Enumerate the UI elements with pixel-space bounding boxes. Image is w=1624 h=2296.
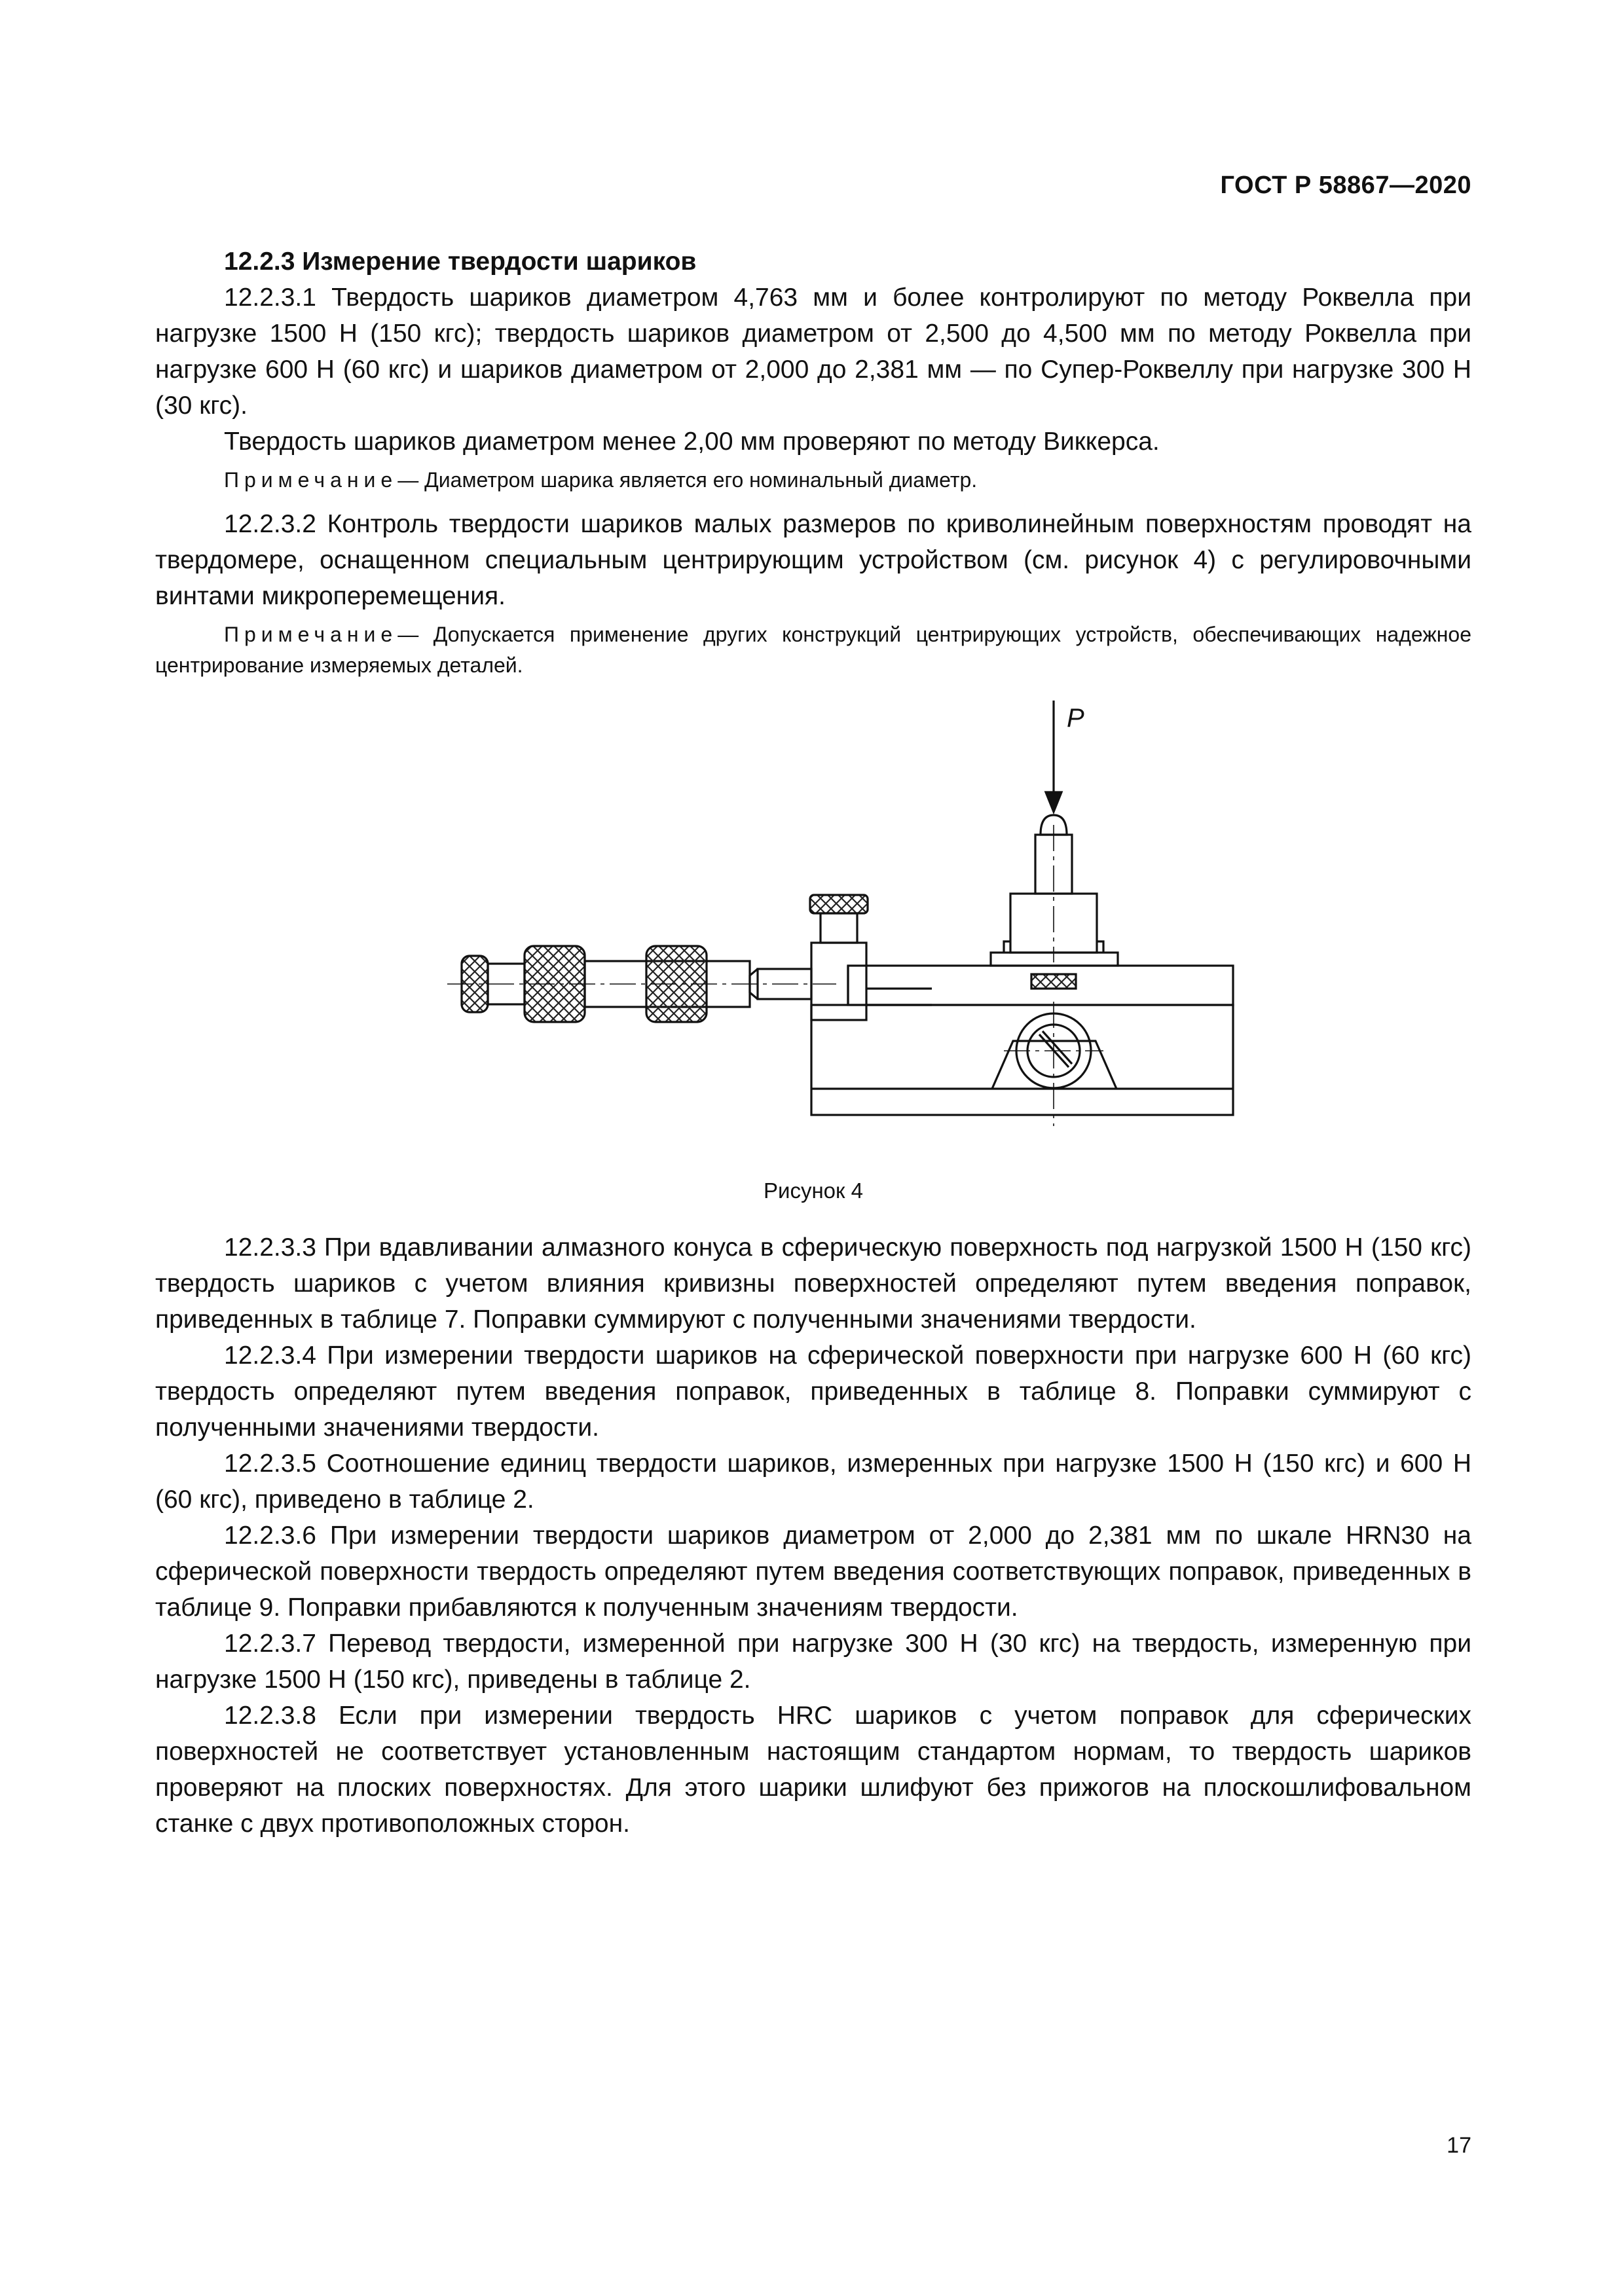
paragraph-12-2-3-3: 12.2.3.3 При вдавливании алмазного конуса в сферическую поверхность под нагрузкой 1500 Н (150 кгс) твердость шариков с учетом влияния кривизны поверхностей определяют путем введения поправок, приведенных в таблице 7. Поправки суммируют с полученными значениями твердости.: [155, 1233, 1471, 1334]
paragraph-vickers: Твердость шариков диаметром менее 2,00 мм проверяют по методу Виккерса.: [224, 428, 1160, 456]
figure-caption: Рисунок 4: [764, 1178, 863, 1203]
note-2: [155, 619, 1471, 681]
paragraph-12-2-3-6: 12.2.3.6 При измерении твердости шариков диаметром от 2,000 до 2,381 мм по шкале HRN30 на сферической поверхности твердость определяют путем введения соответствующих поправок, приведенных в таблице 9. Поправки прибавляются к полученным значениям твердости.: [155, 1522, 1471, 1622]
paragraph-12-2-3-5: 12.2.3.5 Соотношение единиц твердости шариков, измеренных при нагрузке 1500 Н (150 кгс) и 600 Н (60 кгс), приведено в таблице 2.: [155, 1449, 1471, 1514]
note-text: — Допускается применение других конструкций центрирующих устройств, обеспечивающих надежное центрирование измеряемых деталей.: [155, 623, 1471, 677]
note-text: — Диаметром шарика является его номинальный диаметр.: [397, 468, 978, 492]
carriage-block: [811, 943, 866, 1020]
load-label: P: [1067, 704, 1084, 733]
base-body: [811, 1005, 1233, 1115]
standard-code: ГОСТ Р 58867—2020: [1220, 172, 1471, 199]
indenter-flange: [991, 953, 1118, 966]
paragraph-12-2-3-7: 12.2.3.7 Перевод твердости, измеренной при нагрузке 300 Н (30 кгс) на твердость, измеренную при нагрузке 1500 Н (150 кгс), приведены в таблице 2.: [155, 1630, 1471, 1694]
paragraph-12-2-3-2: 12.2.3.2 Контроль твердости шариков малых размеров по криволинейным поверхностям проводят на твердомере, оснащенном специальным центрирующим устройством (см. рисунок 4) с регулировочными винтами микроперемещения.: [155, 510, 1471, 610]
paragraph-12-2-3-8: 12.2.3.8 Если при измерении твердость HRC шариков с учетом поправок для сферических поверхностей не соответствует установленным настоящим стандартом нормам, то твердость шариков проверяют на плоских поверхностях. Для этого шарики шлифуют без прижогов на плоскошлифовальном станке с двух противоположных сторон.: [155, 1702, 1471, 1838]
page-number: 17: [1447, 2133, 1471, 2158]
note-label: Примечание: [224, 623, 398, 646]
paragraph-12-2-3-4: 12.2.3.4 При измерении твердости шариков на сферической поверхности при нагрузке 600 Н (60 кгс) твердость определяют путем введения поправок, приведенных в таблице 8. Поправки суммируют с полученными значениями твердости.: [155, 1341, 1471, 1442]
v-groove: [992, 1041, 1116, 1089]
carriage-post: [821, 913, 857, 943]
note-label: Примечание: [224, 468, 398, 492]
carriage-screw-knob: [810, 895, 868, 913]
section-heading: 12.2.3 Измерение твердости шариков: [224, 247, 697, 276]
load-arrow-head: [1046, 792, 1061, 812]
page-content: [155, 244, 1471, 1842]
note-1: [155, 465, 1471, 496]
top-clamp-knob: [1031, 974, 1076, 989]
paragraph-12-2-3-1: 12.2.3.1 Твердость шариков диаметром 4,763 мм и более контролируют по методу Роквелла при нагрузке 1500 Н (150 кгс); твердость шариков диаметром от 2,500 до 4,500 мм по методу Роквелла при нагрузке 600 Н (60 кгс) и шариков диаметром от 2,000 до 2,381 мм — по Супер-Роквеллу при нагрузке 300 Н (30 кгс).: [155, 283, 1471, 420]
centering-device-drawing: [155, 694, 1471, 1178]
figure-4: [155, 694, 1471, 1178]
